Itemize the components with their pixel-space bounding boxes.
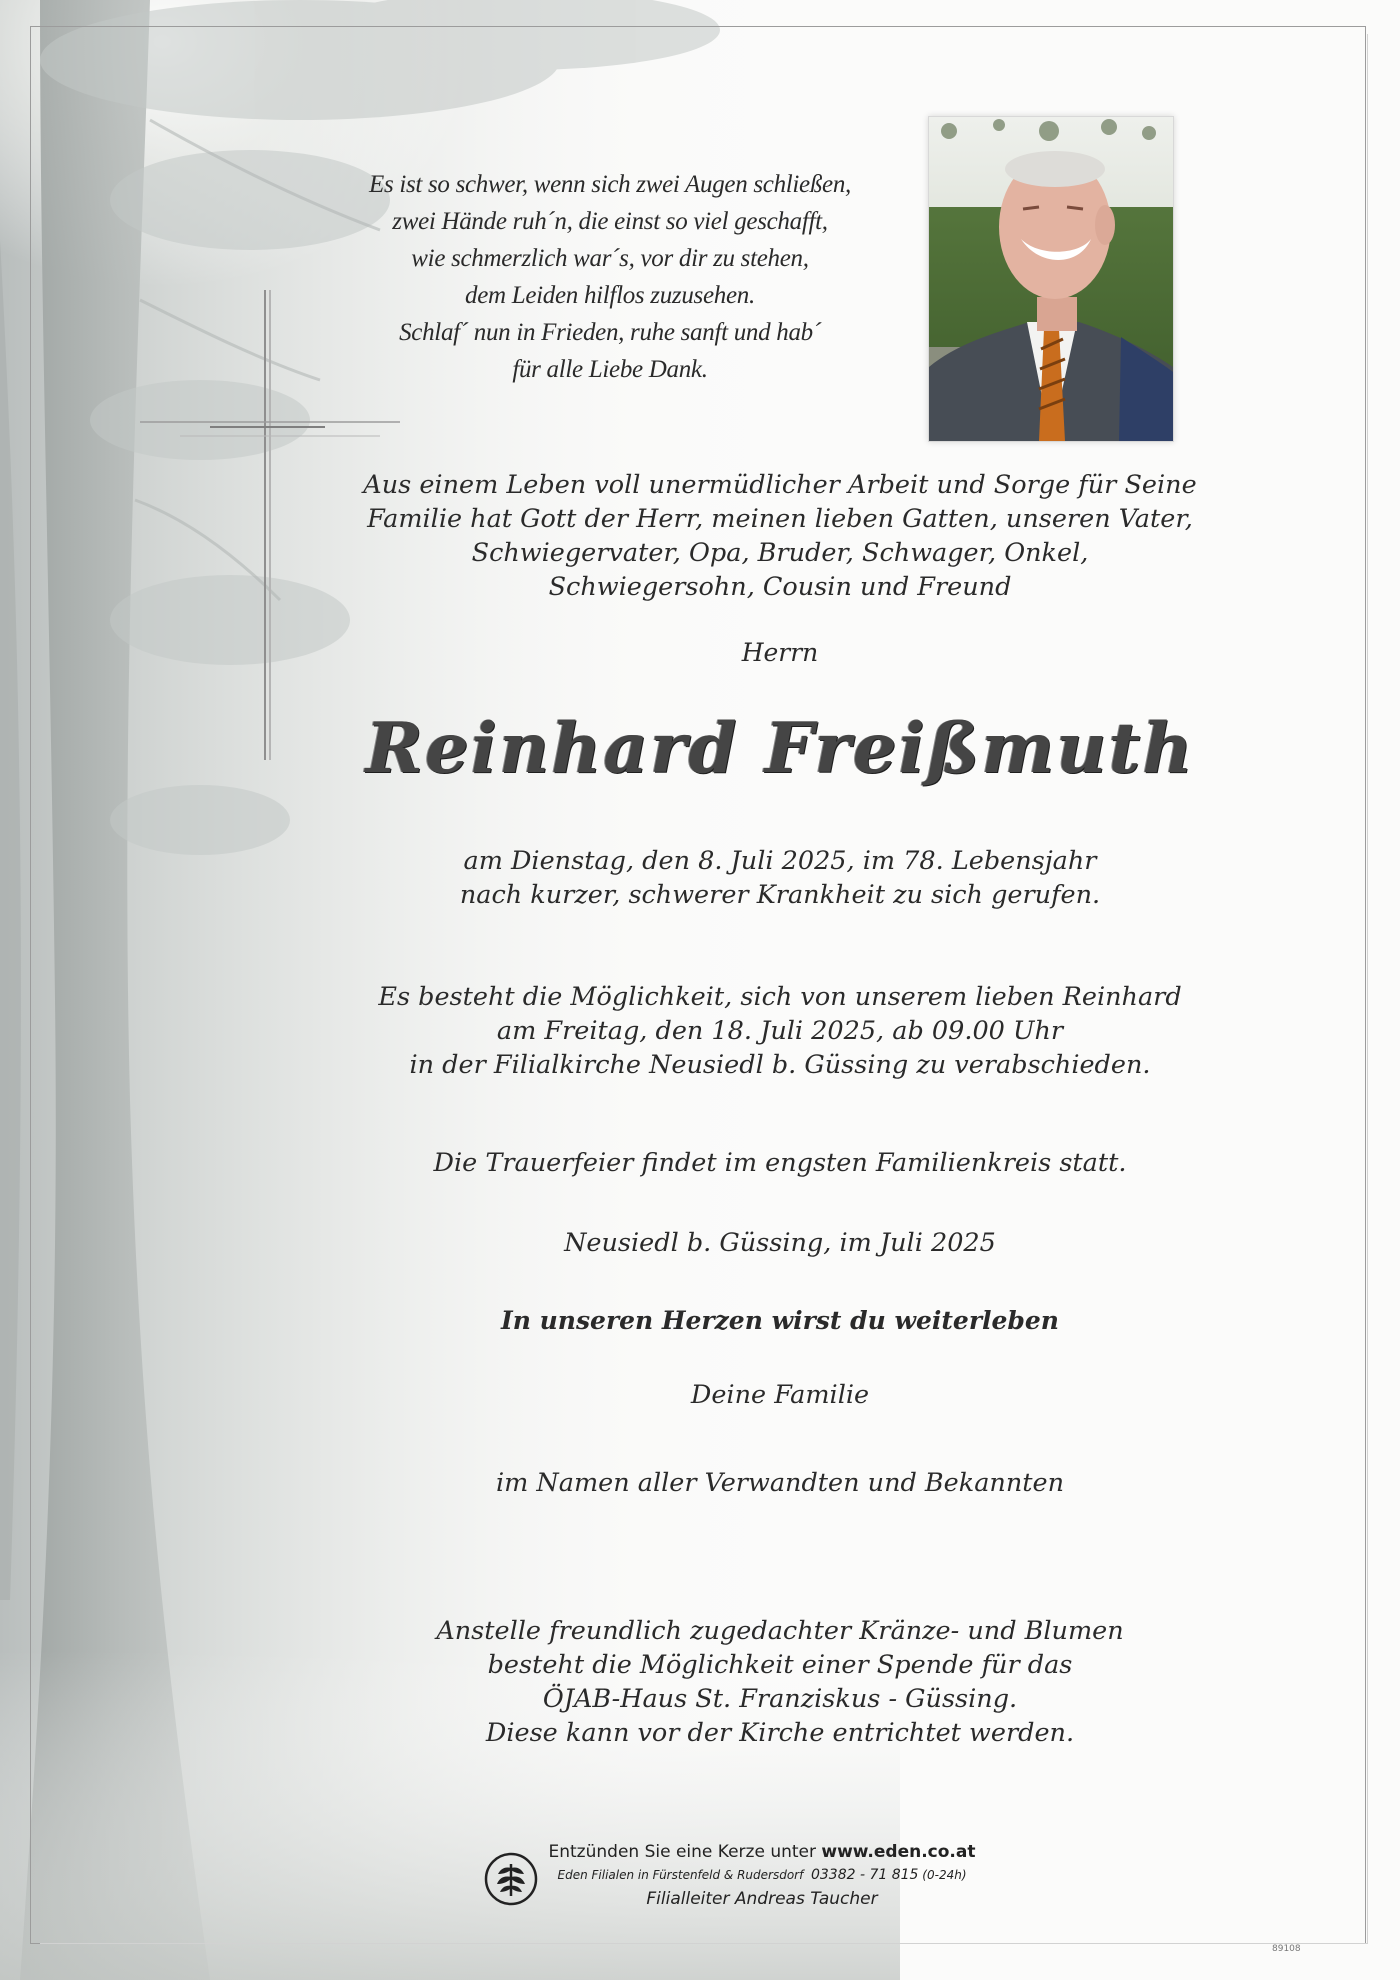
death-notice [330,844,1230,912]
donation-line: besteht die Möglichkeit einer Spende für das [487,1650,1073,1680]
salutation: Herrn [741,638,819,667]
death-line: nach kurzer, schwerer Krankheit zu sich gerufen. [459,880,1101,910]
memorial-poem [340,166,880,388]
phone-number: 03382 - 71 815 [810,1867,919,1883]
branches-text: Eden Filialen in Fürstenfeld & Rudersdorf [557,1868,804,1882]
footer-text [542,1840,982,1912]
intro-line: Schwiegervater, Opa, Bruder, Schwager, Onkel, [471,538,1089,568]
death-line: am Dienstag, den 8. Juli 2025, im 78. Lebensjahr [463,846,1097,876]
donation-line: Anstelle freundlich zugedachter Kränze- und Blumen [436,1616,1124,1646]
farewell-line: Es besteht die Möglichkeit, sich von unserem lieben Reinhard [378,982,1182,1012]
farewell-notice [330,980,1230,1082]
donation-line: Diese kann vor der Kirche entrichtet werden. [485,1718,1075,1748]
candle-line [542,1840,982,1864]
branches-line [542,1864,982,1886]
poem-line: Es ist so schwer, wenn sich zwei Augen schließen, [368,171,852,198]
donation-note [330,1614,1230,1750]
motto-line: In unseren Herzen wirst du weiterleben [501,1306,1059,1335]
place-date [330,1226,1230,1260]
poem-line: für alle Liebe Dank. [512,356,708,383]
funeral-home-footer [480,1840,1000,1936]
intro-line: Aus einem Leben voll unermüdlicher Arbeit und Sorge für Seine [363,470,1197,500]
intro-line: Schwiegersohn, Cousin und Freund [548,572,1012,602]
portrait-photo [928,116,1174,442]
family-signature [330,1378,1230,1412]
farewell-line: am Freitag, den 18. Juli 2025, ab 09.00 Uhr [496,1016,1064,1046]
relatives-note [330,1466,1230,1500]
motto [330,1304,1230,1338]
poem-line: wie schmerzlich war´s, vor dir zu stehen, [411,245,809,272]
intro-text [330,468,1230,604]
print-code: 89108 [1272,1944,1301,1954]
deceased-name: Reinhard Freißmuth [365,708,1195,789]
manager-line: Filialleiter Andreas Taucher [646,1889,878,1909]
portrait-image [929,117,1173,441]
candle-text: Entzünden Sie eine Kerze unter [548,1842,822,1862]
funeral-notice [330,1146,1230,1180]
place-date-line: Neusiedl b. Güssing, im Juli 2025 [564,1228,996,1258]
website-link[interactable]: www.eden.co.at [821,1842,976,1862]
intro-line: Familie hat Gott der Herr, meinen lieben Gatten, unseren Vater, [367,504,1193,534]
poem-line: Schlaf´ nun in Frieden, ruhe sanft und hab´ [399,319,821,346]
phone-hours: (0-24h) [922,1868,967,1882]
relatives-line: im Namen aller Verwandten und Bekannten [495,1468,1065,1498]
eden-logo-icon [484,1852,538,1906]
donation-line: ÖJAB-Haus St. Franziskus - Güssing. [542,1684,1018,1714]
poem-line: dem Leiden hilflos zuzusehen. [465,282,755,309]
funeral-line: Die Trauerfeier findet im engsten Familienkreis statt. [433,1148,1127,1178]
poem-line: zwei Hände ruh´n, die einst so viel geschafft, [392,208,828,235]
family-line: Deine Familie [690,1380,870,1410]
farewell-line: in der Filialkirche Neusiedl b. Güssing zu verabschieden. [409,1050,1151,1080]
